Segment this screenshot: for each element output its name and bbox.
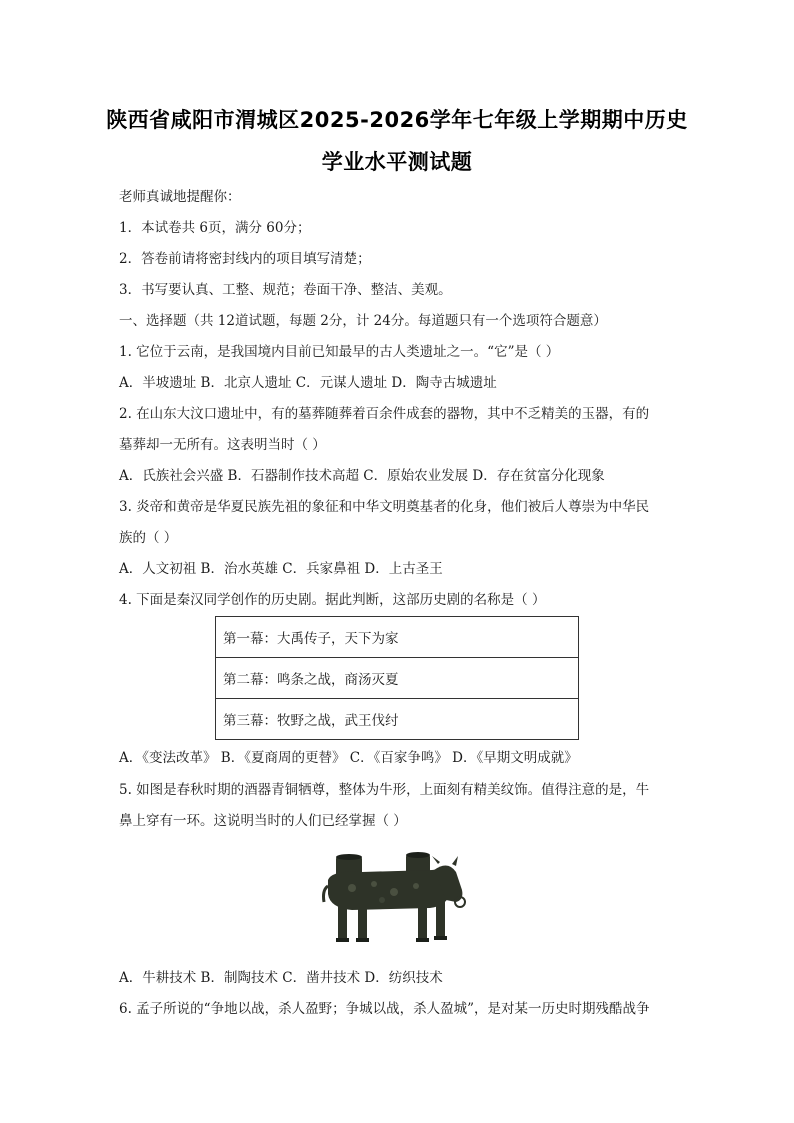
question-5-stem-line2: 鼻上穿有一环。这说明当时的人们已经掌握（ ） xyxy=(119,813,407,829)
question-4-stem: 4. 下面是秦汉同学创作的历史剧。据此判断，这部历史剧的名称是（ ） xyxy=(119,592,546,608)
question-1-options: A．半坡遗址 B．北京人遗址 C．元谋人遗址 D．陶寺古城遗址 xyxy=(119,375,497,391)
act-1-cell: 第一幕：大禹传子，天下为家 xyxy=(216,617,579,658)
question-4-options: A．《变法改革》 B．《夏商周的更替》 C．《百家争鸣》 D．《早期文明成就》 xyxy=(119,750,578,766)
section-heading: 一、选择题（共 12道试题，每题 2分，计 24分。每道题只有一个选项符合题意） xyxy=(119,313,607,329)
question-2-stem-line2: 墓葬却一无所有。这表明当时（ ） xyxy=(119,437,326,453)
question-5-stem-line1: 5. 如图是春秋时期的酒器青铜牺尊，整体为牛形，上面刻有精美纹饰。值得注意的是，牛 xyxy=(119,782,650,798)
intro-greeting: 老师真诚地提醒你： xyxy=(119,189,241,205)
question-1-stem: 1. 它位于云南，是我国境内目前已知最早的古人类遗址之一。“它”是（ ） xyxy=(119,344,560,360)
table-row xyxy=(216,699,579,740)
intro-note-3: 3．书写要认真、工整、规范；卷面干净、整洁、美观。 xyxy=(119,282,452,298)
table-row xyxy=(216,658,579,699)
exam-title-line1: 陕西省咸阳市渭城区2025-2026学年七年级上学期期中历史 xyxy=(106,108,688,132)
act-2-cell: 第二幕：鸣条之战，商汤灭夏 xyxy=(216,658,579,699)
question-3-stem-line1: 3. 炎帝和黄帝是华夏民族先祖的象征和中华文明奠基者的化身，他们被后人尊崇为中华民 xyxy=(119,499,650,515)
act-3-cell: 第三幕：牧野之战，武王伐纣 xyxy=(216,699,579,740)
question-5-options: A．牛耕技术 B．制陶技术 C．凿井技术 D．纺织技术 xyxy=(119,970,443,986)
intro-note-2: 2．答卷前请将密封线内的项目填写清楚； xyxy=(119,251,371,267)
bronze-ox-zun-image xyxy=(322,850,468,950)
intro-note-1: 1．本试卷共 6页，满分 60分； xyxy=(119,220,311,236)
drama-acts-table xyxy=(215,616,579,740)
table-row xyxy=(216,617,579,658)
question-2-stem-line1: 2. 在山东大汶口遗址中，有的墓葬随葬着百余件成套的器物，其中不乏精美的玉器，有的 xyxy=(119,406,650,422)
question-2-options: A．氏族社会兴盛 B．石器制作技术高超 C．原始农业发展 D．存在贫富分化现象 xyxy=(119,468,605,484)
question-3-stem-line2: 族的（ ） xyxy=(119,530,178,546)
question-6-stem-line1: 6. 孟子所说的“争地以战，杀人盈野；争城以战，杀人盈城”，是对某一历史时期残酷战争 xyxy=(119,1001,650,1017)
question-3-options: A．人文初祖 B．治水英雄 C．兵家鼻祖 D．上古圣王 xyxy=(119,561,443,577)
exam-title-line2: 学业水平测试题 xyxy=(321,150,473,174)
